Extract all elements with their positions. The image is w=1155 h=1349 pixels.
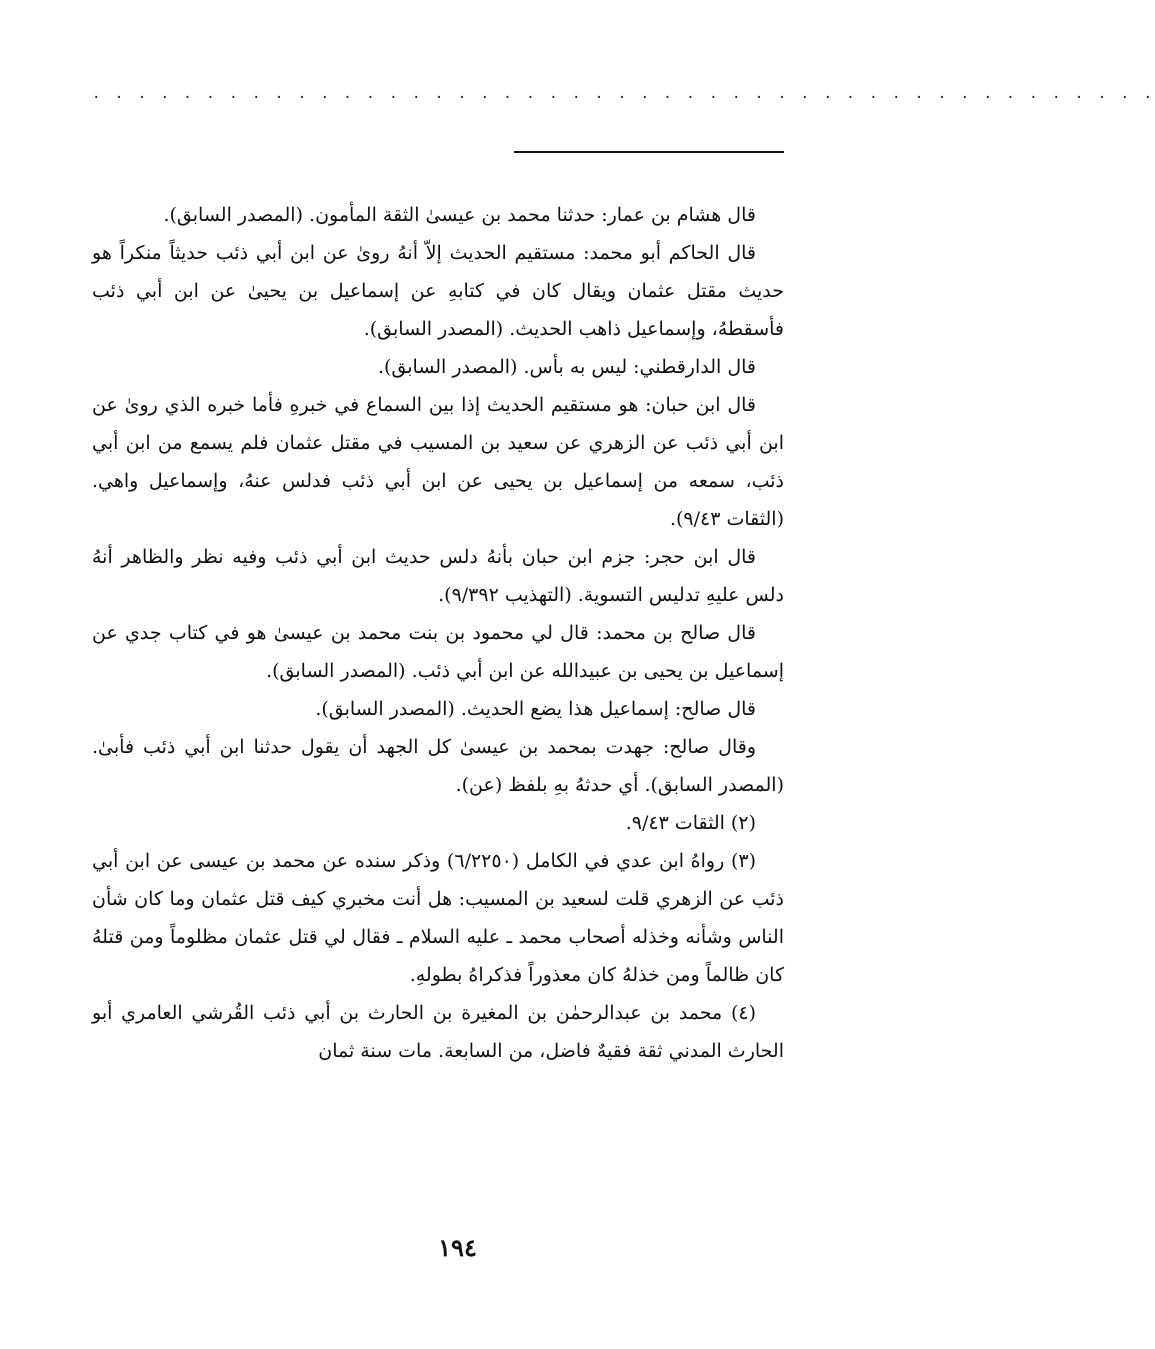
footnote-separator — [514, 151, 784, 153]
paragraph-salih-1: قال صالح بن محمد: قال لي محمود بن بنت محمد بن عيسىٰ هو في كتاب جدي عن إسماعيل بن يحيى بن عبيدالله عن ابن أبي ذئب. (المصدر السابق). — [92, 622, 784, 682]
page-number: ١٩٤ — [438, 1233, 477, 1262]
footnote-4: (٤) محمد بن عبدالرحمٰن بن المغيرة بن الحارث بن أبي ذئب القُرشي العامري أبو الحارث المدني ثقة فقيهٌ فاضل، من السابعة. مات سنة ثمان — [92, 1002, 784, 1062]
paragraph-hisham: قال هشام بن عمار: حدثنا محمد بن عيسىٰ الثقة المأمون. (المصدر السابق). — [163, 204, 756, 226]
paragraph-daraqutni: قال الدارقطني: ليس به بأس. (المصدر السابق). — [377, 356, 756, 378]
dotted-rule: . . . . . . . . . . . . . . . . . . . . . . . . . . . . . . . . . . . . . . . . . . . . . . . — [92, 86, 1155, 102]
paragraph-ibn-hibban: قال ابن حبان: هو مستقيم الحديث إذا بين السماع في خبرهِ فأما خبره الذي روىٰ عن ابن أبي ذئب عن الزهري عن سعيد بن المسيب في مقتل عثمان فلم يسمع من ابن أبي ذئب، سمعه من إسماعيل بن يحيى عن ابن أبي ذئب فدلس عنهُ، وإسماعيل واهي. (الثقات ٩/٤٣). — [92, 394, 784, 530]
footnote-3: (٣) رواهُ ابن عدي في الكامل (٦/٢٢٥٠) وذكر سنده عن محمد بن عيسى عن ابن أبي ذئب عن الزهري قلت لسعيد بن المسيب: هل أنت مخبري كيف قتل عثمان وما كان شأن الناس وشأنه وخذله أصحاب محمد ـ عليه السلام ـ فقال لي قتل عثمان مظلوماً ومن قتلهُ كان ظالماً ومن خذلهُ كان معذوراً فذكراهُ بطولهِ. — [92, 850, 784, 986]
paragraph-ibn-hajar: قال ابن حجر: جزم ابن حبان بأنهُ دلس حديث ابن أبي ذئب وفيه نظر والظاهر أنهُ دلس عليهِ تدليس التسوية. (التهذيب ٩/٣٩٢). — [92, 546, 784, 606]
paragraph-hakim: قال الحاكم أبو محمد: مستقيم الحديث إلاّ أنهُ روىٰ عن ابن أبي ذئب حديثاً منكراً هو حديث مقتل عثمان ويقال كان في كتابهِ عن إسماعيل بن يحيىٰ عن ابن أبي ذئب فأسقطهُ، وإسماعيل ذاهب الحديث. (المصدر السابق). — [92, 242, 784, 340]
footnotes-body — [92, 196, 784, 1070]
paragraph-salih-2: قال صالح: إسماعيل هذا يضع الحديث. (المصدر السابق). — [315, 698, 756, 720]
footnote-2: (٢) الثقات ٩/٤٣. — [625, 812, 756, 834]
paragraph-salih-3: وقال صالح: جهدت بمحمد بن عيسىٰ كل الجهد أن يقول حدثنا ابن أبي ذئب فأبىٰ. (المصدر السابق). أي حدثهُ بهِ بلفظ (عن). — [92, 736, 784, 796]
